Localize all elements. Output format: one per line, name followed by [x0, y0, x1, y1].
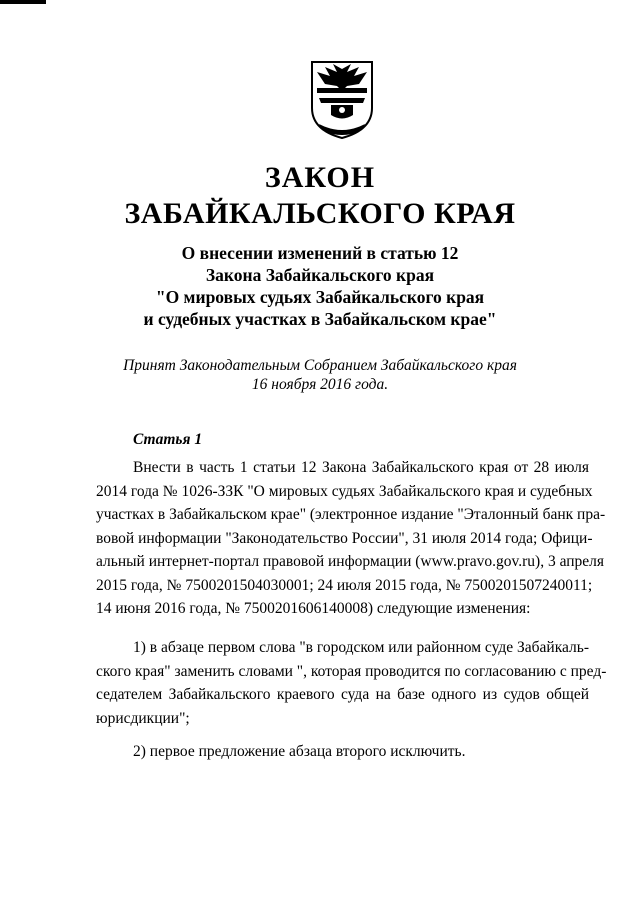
subject-line: и судебных участках в Забайкальском крае" [143, 309, 497, 329]
paragraph-line: вовой информации "Законодательство России", 31 июля 2014 года; Офици- [96, 529, 593, 547]
paragraph-line: 14 июня 2016 года, № 7500201606140008) следующие изменения: [96, 600, 531, 617]
article-heading: Статья 1 [133, 431, 203, 448]
law-subject [0, 242, 640, 330]
item-line: седателем Забайкальского краевого суда на базе одного из судов общей [96, 686, 589, 703]
item-line: 1) в абзаце первом слова "в городском или районном суде Забайкаль- [133, 639, 589, 656]
amendment-item-2 [96, 740, 589, 764]
law-region-title: ЗАБАЙКАЛЬСКОГО КРАЯ [124, 197, 516, 230]
paragraph-line: Внести в часть 1 статьи 12 Закона Забайкальского края от 28 июля [133, 459, 589, 476]
coat-of-arms-icon [309, 60, 375, 140]
law-title: ЗАКОН [264, 161, 376, 194]
paragraph-line: участках в Забайкальском крае" (электронное издание "Эталонный банк пра- [96, 506, 606, 523]
item-line: юрисдикции"; [96, 709, 190, 727]
subject-line: Закона Забайкальского края [205, 265, 435, 285]
article-paragraph [96, 456, 606, 621]
paragraph-line: альный интернет-портал правовой информации (www.pravo.gov.ru), 3 апреля [96, 553, 605, 570]
paragraph-line: 2014 года № 1026-ЗЗК "О мировых судьях Забайкальского края и судебных [96, 482, 593, 500]
subject-line: "О мировых судьях Забайкальского края [155, 287, 485, 307]
item-line: ского края" заменить словами ", которая проводится по согласованию с пред- [96, 662, 607, 680]
adoption-note [0, 356, 640, 394]
paragraph-line: 2015 года, № 7500201504030001; 24 июля 2015 года, № 7500201507240011; [96, 576, 593, 594]
adoption-line: Принят Законодательным Собранием Забайкальского края [123, 357, 517, 374]
amendment-item-1 [96, 636, 607, 730]
subject-line: О внесении изменений в статью 12 [181, 243, 459, 263]
adoption-date: 16 ноября 2016 года. [251, 376, 389, 393]
scan-corner-mark [0, 0, 46, 4]
item-line: 2) первое предложение абзаца второго исключить. [133, 743, 466, 760]
